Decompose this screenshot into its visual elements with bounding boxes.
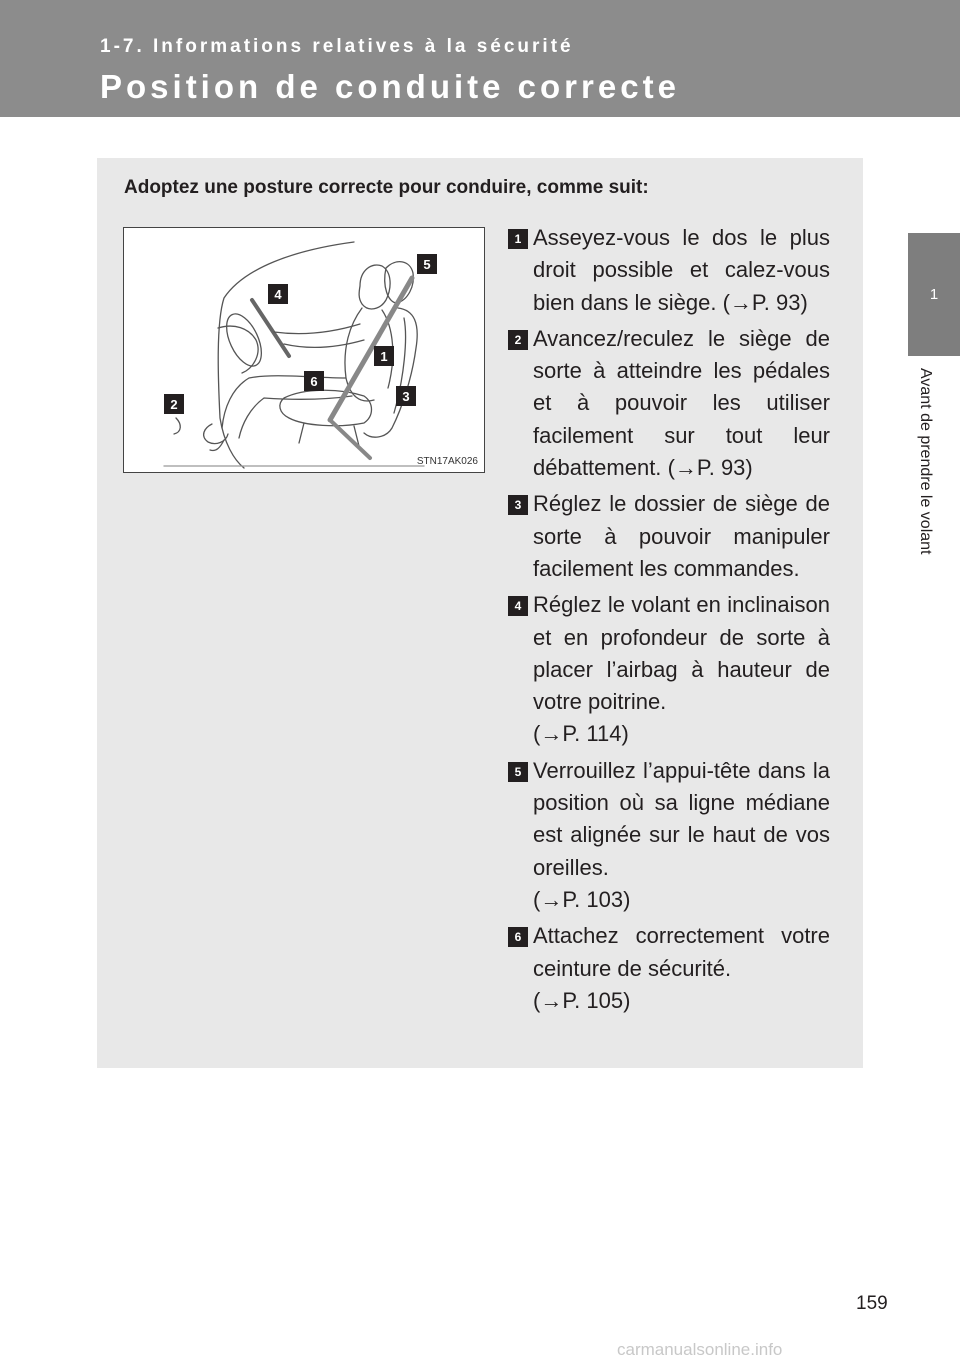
item-number-badge: 2 (508, 330, 528, 350)
item-text: Verrouillez l’appui-tête dans la position où sa ligne médiane est alignée sur le haut de vos oreilles. (533, 757, 830, 880)
item-text: Réglez le volant en inclinaison et en profondeur de sorte à placer l’airbag à hauteur de votre poitrine. (533, 592, 830, 715)
chapter-label-text: Avant de prendre le volant (917, 368, 934, 555)
figure-marker-1: 1 (374, 346, 394, 366)
instruction-list (508, 222, 830, 1021)
item-number-badge: 3 (508, 495, 528, 515)
section-title: 1-7. Informations relatives à la sécurité (100, 36, 574, 57)
watermark: carmanualsonline.info (617, 1340, 783, 1359)
chapter-tab-number: 1 (929, 286, 939, 303)
figure-code: STN17AK026 (416, 456, 478, 467)
page-reference[interactable]: (→P. 93) (667, 455, 753, 481)
item-text: Asseyez-vous le dos le plus droit possible et calez-vous bien dans le siège. (533, 225, 830, 315)
item-number-badge: 4 (508, 596, 528, 616)
driving-position-illustration (123, 227, 485, 473)
list-item (508, 323, 830, 484)
page-header (0, 0, 960, 117)
figure-marker-5: 5 (417, 254, 437, 274)
figure-marker-3: 3 (396, 386, 416, 406)
list-item (508, 222, 830, 319)
page-reference[interactable]: (→P. 93) (722, 289, 808, 315)
page-reference[interactable]: (→P. 103) (533, 886, 631, 912)
figure-marker-4: 4 (268, 284, 288, 304)
item-number-badge: 6 (508, 927, 528, 947)
item-text: Attachez correctement votre ceinture de sécurité. (533, 923, 830, 981)
list-item (508, 920, 830, 1017)
item-text: Avancez/reculez le siège de sorte à atteindre les pédales et à pouvoir les utiliser facilement sur tout leur débattement. (533, 325, 830, 481)
list-item (508, 488, 830, 585)
list-item (508, 589, 830, 750)
item-number-badge: 5 (508, 762, 528, 782)
page-reference[interactable]: (→P. 114) (533, 721, 629, 747)
page-reference[interactable]: (→P. 105) (533, 987, 631, 1013)
figure-marker-6: 6 (304, 371, 324, 391)
chapter-label (905, 368, 945, 618)
chapter-tab (908, 233, 960, 356)
figure-marker-2: 2 (164, 394, 184, 414)
page-number: 159 (856, 1293, 888, 1314)
item-number-badge: 1 (508, 229, 528, 249)
page-title: Position de conduite correcte (100, 68, 680, 105)
list-item (508, 755, 830, 916)
intro-text: Adoptez une posture correcte pour conduire, comme suit: (124, 177, 649, 198)
item-text: Réglez le dossier de siège de sorte à pouvoir manipuler facilement les commandes. (533, 491, 830, 581)
